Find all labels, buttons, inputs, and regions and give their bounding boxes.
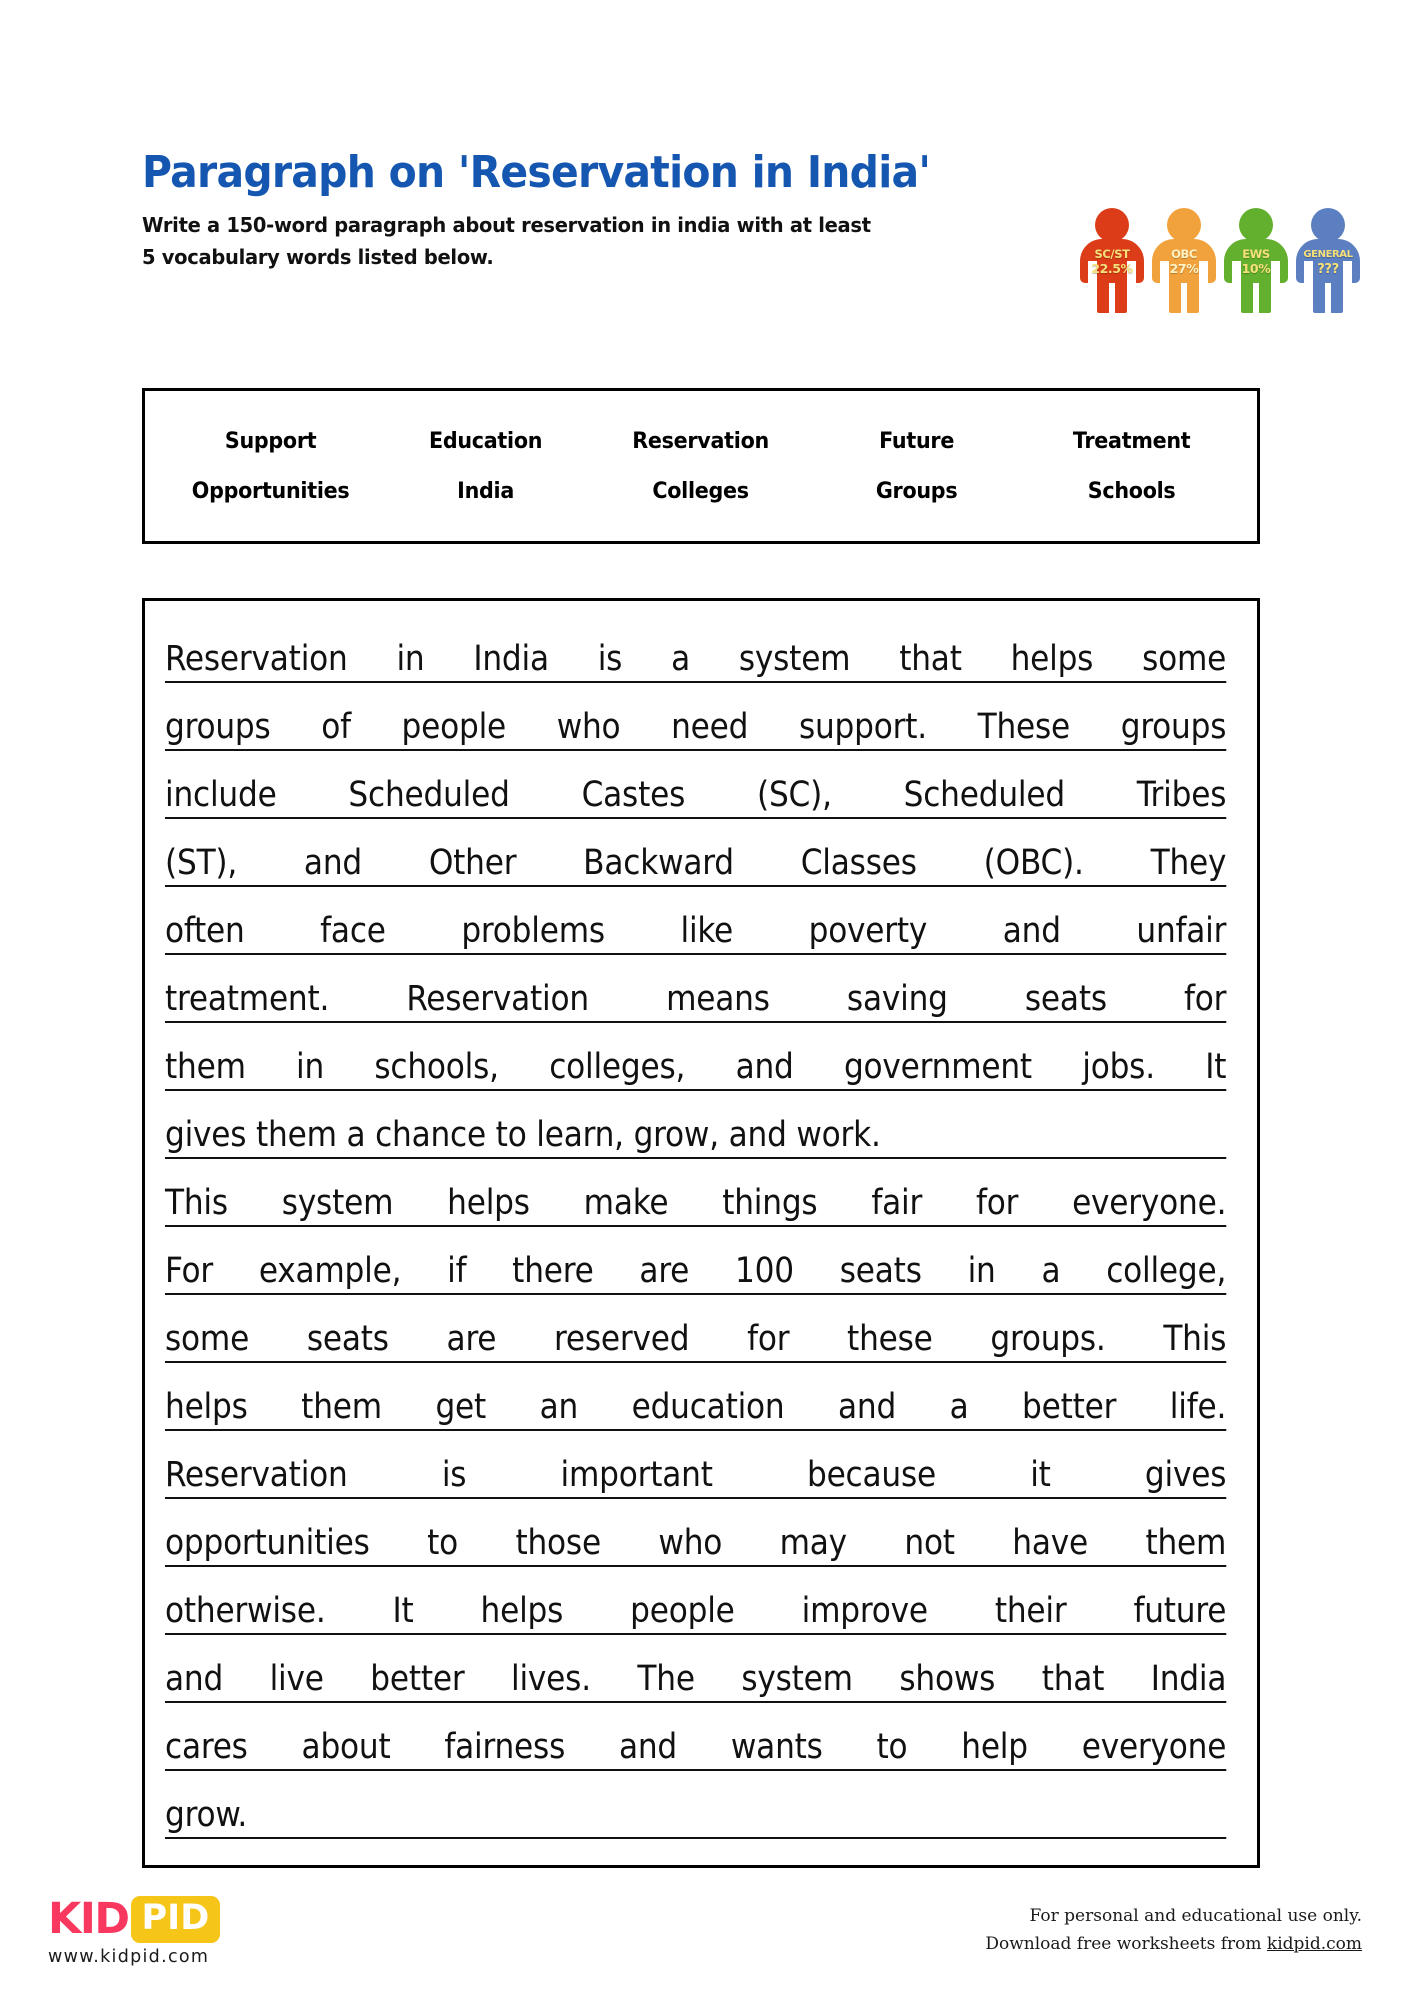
answer-text-line <box>165 1295 1226 1363</box>
figure-leg-gap <box>1181 283 1187 313</box>
answer-word: and <box>618 1727 678 1767</box>
answer-word: their <box>994 1591 1067 1631</box>
answer-word: wants <box>730 1727 823 1767</box>
answer-word: It <box>1205 1047 1227 1087</box>
figure-percent: ??? <box>1317 261 1339 277</box>
answer-text-line <box>165 887 1226 955</box>
answer-word: a <box>671 639 690 679</box>
answer-word: government <box>843 1047 1032 1087</box>
answer-word: an <box>539 1387 579 1427</box>
footer-note-line-1: For personal and educational use only. <box>1029 1906 1362 1926</box>
answer-word: system <box>738 639 851 679</box>
answer-word: Backward <box>583 843 734 883</box>
answer-word: face <box>320 911 386 951</box>
answer-word: For <box>165 1251 213 1291</box>
vocabulary-word: Groups <box>875 478 957 504</box>
figure-leg-right <box>1258 283 1271 313</box>
answer-word: to <box>876 1727 908 1767</box>
answer-word: gives them a chance to learn, grow, and work. <box>165 1115 881 1155</box>
answer-word: shows <box>899 1659 996 1699</box>
answer-word: grow. <box>165 1795 248 1835</box>
answer-word: future <box>1133 1591 1227 1631</box>
answer-word: for <box>975 1183 1019 1223</box>
kidpid-link[interactable]: kidpid.com <box>1266 1934 1362 1955</box>
answer-word: Reservation <box>165 639 348 679</box>
answer-word: things <box>722 1183 818 1223</box>
answer-word: a <box>949 1387 969 1427</box>
answer-word: fairness <box>444 1727 566 1767</box>
instructions-line-2: 5 vocabulary words listed below. <box>142 244 494 269</box>
answer-word: some <box>1142 639 1227 679</box>
answer-word: seats <box>306 1319 389 1359</box>
answer-text-line <box>165 1023 1226 1091</box>
answer-text-line <box>165 1567 1226 1635</box>
answer-word: The <box>637 1659 695 1699</box>
answer-word: that <box>1041 1659 1105 1699</box>
vocabulary-word: Colleges <box>652 478 750 504</box>
quota-figure-general <box>1294 205 1362 313</box>
vocabulary-row-1 <box>163 416 1239 466</box>
answer-word: seats <box>839 1251 922 1291</box>
answer-word: are <box>639 1251 690 1291</box>
answer-word: gives <box>1144 1455 1227 1495</box>
answer-word: like <box>680 911 734 951</box>
answer-word: Tribes <box>1136 775 1227 815</box>
answer-word: everyone <box>1081 1727 1227 1767</box>
quota-figure-ews <box>1222 205 1290 313</box>
answer-word: and <box>735 1047 794 1087</box>
answer-word: them <box>165 1047 246 1087</box>
answer-word: cares <box>165 1727 248 1767</box>
answer-word: support. <box>798 707 927 747</box>
answer-word: to <box>427 1523 459 1563</box>
answer-word: schools, <box>374 1047 499 1087</box>
answer-word: They <box>1150 843 1227 883</box>
answer-word: improve <box>801 1591 928 1631</box>
figure-leg-right <box>1330 283 1343 313</box>
answer-word: groups <box>165 707 271 747</box>
figure-head-icon <box>1311 208 1345 242</box>
instructions-line-1: Write a 150-word paragraph about reservation in india with at least <box>142 213 871 238</box>
answer-word: unfair <box>1136 911 1227 951</box>
worksheet-footer <box>0 1888 1414 2000</box>
figure-head-icon <box>1095 208 1129 242</box>
answer-word: include <box>165 775 277 815</box>
answer-word: system <box>741 1659 853 1699</box>
answer-word: and <box>1002 911 1061 951</box>
answer-word: help <box>961 1727 1028 1767</box>
worksheet-instructions <box>142 210 1054 274</box>
answer-word: helps <box>165 1387 248 1427</box>
answer-text-line <box>165 1703 1226 1771</box>
answer-word: for <box>1184 979 1227 1019</box>
answer-word: This <box>1163 1319 1227 1359</box>
vocabulary-word: India <box>457 478 515 504</box>
answer-text-line <box>165 1363 1226 1431</box>
answer-word: if <box>447 1251 467 1291</box>
answer-text-line <box>165 955 1226 1023</box>
figure-label: OBC 27% <box>1150 247 1218 277</box>
page-title: Paragraph on 'Reservation in India' <box>142 147 931 198</box>
answer-word: This <box>165 1183 228 1223</box>
figure-leg-gap <box>1325 283 1331 313</box>
answer-word: Reservation <box>406 979 589 1019</box>
answer-word: groups. <box>990 1319 1106 1359</box>
answer-text-line <box>165 615 1226 683</box>
answer-word: India <box>1150 1659 1227 1699</box>
answer-word: in <box>296 1047 325 1087</box>
answer-text-line <box>165 819 1226 887</box>
answer-word: in <box>396 639 425 679</box>
answer-text-line <box>165 751 1226 819</box>
figure-leg-gap <box>1109 283 1115 313</box>
answer-word: lives. <box>511 1659 591 1699</box>
answer-word: problems <box>461 911 605 951</box>
vocabulary-word: Treatment <box>1072 428 1191 454</box>
footer-usage-note <box>985 1902 1362 1958</box>
answer-word: system <box>281 1183 394 1223</box>
answer-word: Scheduled <box>903 775 1065 815</box>
vocabulary-word: Future <box>878 428 954 454</box>
vocabulary-word: Reservation <box>632 428 770 454</box>
answer-word: need <box>671 707 749 747</box>
figure-leg-right <box>1186 283 1199 313</box>
answer-word: (SC), <box>756 775 832 815</box>
answer-text-line <box>165 1227 1226 1295</box>
answer-word: college, <box>1106 1251 1227 1291</box>
answer-word: example, <box>258 1251 402 1291</box>
answer-word: Castes <box>581 775 686 815</box>
vocabulary-word-bank <box>142 388 1260 544</box>
answer-word: for <box>747 1319 790 1359</box>
answer-word: of <box>321 707 351 747</box>
answer-word: better <box>370 1659 465 1699</box>
answer-word: about <box>301 1727 391 1767</box>
answer-word: (ST), <box>165 843 238 883</box>
answer-word: It <box>392 1591 414 1631</box>
answer-word: have <box>1012 1523 1088 1563</box>
answer-word: them <box>301 1387 382 1427</box>
answer-word: Other <box>428 843 517 883</box>
vocabulary-word: Opportunities <box>191 478 350 504</box>
answer-writing-area[interactable] <box>142 598 1260 1868</box>
answer-word: them <box>1145 1523 1227 1563</box>
answer-word: helps <box>480 1591 564 1631</box>
answer-word: treatment. <box>165 979 330 1019</box>
answer-word: jobs. <box>1082 1047 1155 1087</box>
answer-word: make <box>583 1183 669 1223</box>
answer-word: reserved <box>554 1319 690 1359</box>
figure-percent: 27% <box>1169 261 1199 277</box>
answer-word: may <box>779 1523 847 1563</box>
vocabulary-word: Education <box>429 428 543 454</box>
footer-note-line-2 <box>985 1930 1362 1958</box>
figure-label: SC/ST 22.5% <box>1078 247 1146 277</box>
answer-word: fair <box>871 1183 923 1223</box>
answer-word: Classes <box>800 843 917 883</box>
answer-word: Reservation <box>165 1455 348 1495</box>
answer-word: otherwise. <box>165 1591 326 1631</box>
answer-text-line <box>165 1159 1226 1227</box>
figure-head-icon <box>1239 208 1273 242</box>
answer-word: colleges, <box>549 1047 686 1087</box>
figure-leg-right <box>1114 283 1127 313</box>
answer-word: life. <box>1169 1387 1227 1427</box>
answer-word: seats <box>1024 979 1107 1019</box>
figure-percent: 10% <box>1241 261 1271 277</box>
answer-word: opportunities <box>165 1523 370 1563</box>
answer-word: is <box>441 1455 467 1495</box>
answer-word: these <box>847 1319 933 1359</box>
answer-word: and <box>838 1387 897 1427</box>
logo-website-url: www.kidpid.com <box>48 1947 210 1967</box>
answer-word: people <box>401 707 507 747</box>
answer-word: are <box>446 1319 497 1359</box>
figure-head-icon <box>1167 208 1201 242</box>
quota-figure-obc <box>1150 205 1218 313</box>
logo-pid-text: PID <box>131 1896 221 1943</box>
answer-word: (OBC). <box>983 843 1084 883</box>
answer-word: who <box>556 707 621 747</box>
answer-word: education <box>631 1387 785 1427</box>
answer-word: important <box>560 1455 713 1495</box>
answer-word: some <box>165 1319 250 1359</box>
answer-word: that <box>899 639 962 679</box>
footer-note-prefix: Download free worksheets from <box>985 1934 1267 1955</box>
kidpid-logo[interactable] <box>48 1893 220 1967</box>
answer-word: helps <box>1010 639 1094 679</box>
answer-word: better <box>1022 1387 1117 1427</box>
answer-text-line <box>165 683 1226 751</box>
figure-label: EWS 10% <box>1222 247 1290 277</box>
answer-text-line <box>165 1771 1226 1839</box>
answer-word: who <box>658 1523 723 1563</box>
reservation-quota-figures <box>1078 205 1368 315</box>
answer-word: saving <box>846 979 948 1019</box>
vocabulary-row-2 <box>163 466 1239 516</box>
figure-leg-gap <box>1253 283 1259 313</box>
answer-text-line <box>165 1431 1226 1499</box>
answer-word: live <box>269 1659 324 1699</box>
answer-text-line <box>165 1499 1226 1567</box>
answer-word: groups <box>1120 707 1227 747</box>
answer-word: poverty <box>808 911 928 951</box>
logo-kid-text: KID <box>48 1893 129 1944</box>
answer-word: get <box>435 1387 487 1427</box>
answer-word: a <box>1041 1251 1061 1291</box>
answer-word: and <box>303 843 362 883</box>
kidpid-logo-mark <box>48 1893 220 1944</box>
vocabulary-word: Schools <box>1087 478 1176 504</box>
answer-text-line <box>165 1635 1226 1703</box>
answer-word: 100 <box>735 1251 794 1291</box>
answer-word: helps <box>447 1183 530 1223</box>
quota-figure-sc-st <box>1078 205 1146 313</box>
answer-word: people <box>630 1591 735 1631</box>
answer-word: it <box>1030 1455 1051 1495</box>
figure-label: GENERAL ??? <box>1294 249 1362 278</box>
answer-word: These <box>977 707 1071 747</box>
answer-word: is <box>597 639 623 679</box>
answer-word: and <box>165 1659 224 1699</box>
figure-percent: 22.5% <box>1091 261 1133 277</box>
answer-word: not <box>904 1523 955 1563</box>
answer-word: Scheduled <box>348 775 510 815</box>
answer-word: everyone. <box>1072 1183 1227 1223</box>
answer-word: often <box>165 911 245 951</box>
answer-word: because <box>806 1455 937 1495</box>
answer-word: there <box>512 1251 594 1291</box>
vocabulary-word: Support <box>224 428 317 454</box>
answer-word: those <box>515 1523 601 1563</box>
answer-text-line <box>165 1091 1226 1159</box>
answer-word: in <box>967 1251 996 1291</box>
answer-word: means <box>666 979 770 1019</box>
answer-word: India <box>473 639 549 679</box>
